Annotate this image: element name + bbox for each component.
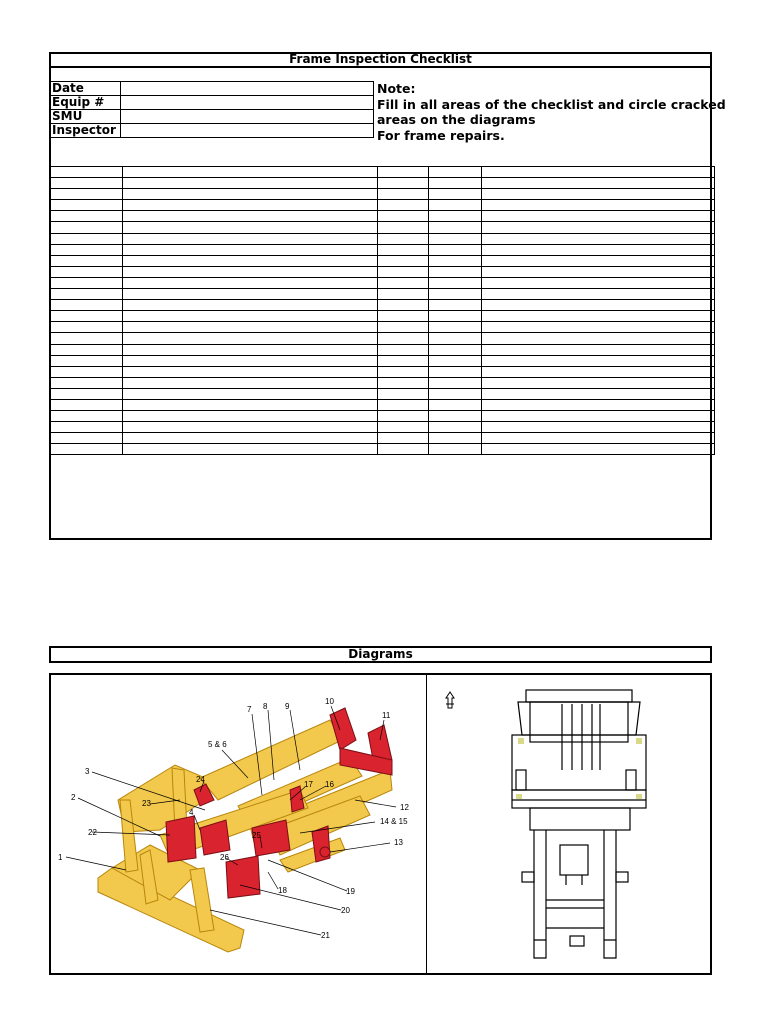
checklist-cell[interactable] [50, 355, 123, 366]
checklist-cell[interactable] [123, 444, 378, 455]
checklist-row [50, 189, 715, 200]
checklist-cell[interactable] [378, 377, 429, 388]
checklist-cell[interactable] [50, 411, 123, 422]
checklist-cell[interactable] [378, 200, 429, 211]
checklist-row [50, 444, 715, 455]
checklist-row [50, 277, 715, 288]
checklist-cell[interactable] [50, 167, 123, 178]
checklist-cell[interactable] [50, 444, 123, 455]
checklist-cell[interactable] [50, 200, 123, 211]
checklist-cell[interactable] [50, 289, 123, 300]
checklist-cell[interactable] [482, 333, 715, 344]
field-label: Inspector [50, 124, 121, 138]
checklist-cell[interactable] [50, 311, 123, 322]
checklist-cell[interactable] [378, 322, 429, 333]
callout-label: 20 [341, 906, 350, 915]
info-fields-table [49, 81, 374, 138]
checklist-row [50, 433, 715, 444]
checklist-cell[interactable] [482, 255, 715, 266]
inspector-field[interactable] [121, 124, 374, 138]
checklist-cell[interactable] [482, 277, 715, 288]
checklist-cell[interactable] [378, 355, 429, 366]
callout-label: 14 & 15 [380, 817, 408, 826]
checklist-row [50, 344, 715, 355]
callout-label: 23 [142, 799, 151, 808]
checklist-cell[interactable] [123, 344, 378, 355]
callout-label: 11 [382, 711, 391, 720]
note-block [377, 81, 726, 143]
checklist-row [50, 399, 715, 410]
field-smu [50, 110, 374, 124]
checklist-cell[interactable] [50, 366, 123, 377]
checklist-cell[interactable] [378, 311, 429, 322]
checklist-cell[interactable] [378, 189, 429, 200]
frame-isometric-illustration [52, 676, 424, 972]
checklist-cell[interactable] [123, 255, 378, 266]
checklist-cell[interactable] [429, 333, 482, 344]
checklist-cell[interactable] [482, 189, 715, 200]
checklist-row [50, 222, 715, 233]
checklist-cell[interactable] [482, 344, 715, 355]
checklist-cell[interactable] [123, 322, 378, 333]
checklist-cell[interactable] [50, 178, 123, 189]
checklist-cell[interactable] [378, 433, 429, 444]
checklist-cell[interactable] [482, 167, 715, 178]
checklist-row [50, 167, 715, 178]
checklist-cell[interactable] [123, 311, 378, 322]
frame-top-view-outline [512, 690, 646, 958]
field-inspector [50, 124, 374, 138]
note-line: Fill in all areas of the checklist and circle cracked [377, 96, 726, 112]
checklist-cell[interactable] [123, 399, 378, 410]
diagrams-divider [426, 673, 427, 975]
checklist-cell[interactable] [482, 355, 715, 366]
checklist-cell[interactable] [378, 388, 429, 399]
checklist-cell[interactable] [50, 189, 123, 200]
checklist-cell[interactable] [429, 244, 482, 255]
checklist-row [50, 355, 715, 366]
note-heading: Note: [377, 81, 416, 96]
smu-field[interactable] [121, 110, 374, 124]
checklist-cell[interactable] [123, 333, 378, 344]
checklist-cell[interactable] [429, 422, 482, 433]
checklist-cell[interactable] [482, 222, 715, 233]
checklist-row [50, 178, 715, 189]
checklist-cell[interactable] [482, 366, 715, 377]
callout-label: 17 [304, 780, 313, 789]
callout-label: 24 [196, 775, 205, 784]
checklist-row [50, 333, 715, 344]
checklist-row [50, 366, 715, 377]
north-arrow-icon [446, 692, 454, 708]
checklist-cell[interactable] [123, 277, 378, 288]
checklist-cell[interactable] [50, 433, 123, 444]
checklist-cell[interactable] [123, 244, 378, 255]
checklist-row [50, 388, 715, 399]
callout-label: 19 [346, 887, 355, 896]
checklist-row [50, 233, 715, 244]
checklist-cell[interactable] [378, 222, 429, 233]
checklist-cell[interactable] [123, 266, 378, 277]
checklist-cell[interactable] [123, 222, 378, 233]
field-label: SMU [50, 110, 121, 124]
note-line: For frame repairs. [377, 127, 505, 143]
checklist-row [50, 211, 715, 222]
checklist-cell[interactable] [482, 244, 715, 255]
field-label: Equip # [50, 96, 121, 110]
checklist-cell[interactable] [429, 178, 482, 189]
checklist-cell[interactable] [429, 300, 482, 311]
checklist-cell[interactable] [378, 411, 429, 422]
callout-label: 22 [88, 828, 97, 837]
callout-label: 2 [71, 793, 76, 802]
checklist-cell[interactable] [482, 377, 715, 388]
checklist-cell[interactable] [123, 233, 378, 244]
callout-label: 18 [278, 886, 287, 895]
checklist-cell[interactable] [123, 289, 378, 300]
checklist-row [50, 300, 715, 311]
equip-field[interactable] [121, 96, 374, 110]
checklist-cell[interactable] [50, 222, 123, 233]
checklist-cell[interactable] [429, 233, 482, 244]
callout-label: 13 [394, 838, 403, 847]
checklist-cell[interactable] [123, 366, 378, 377]
checklist-cell[interactable] [123, 178, 378, 189]
callout-label: 1 [58, 853, 63, 862]
checklist-cell[interactable] [50, 333, 123, 344]
callout-label: 4 [189, 808, 194, 817]
callout-label: 9 [285, 702, 290, 711]
checklist-row [50, 244, 715, 255]
checklist-cell[interactable] [123, 200, 378, 211]
checklist-title: Frame Inspection Checklist [289, 52, 472, 66]
callout-label: 21 [321, 931, 330, 940]
checklist-cell[interactable] [123, 300, 378, 311]
checklist-cell[interactable] [429, 433, 482, 444]
checklist-cell[interactable] [50, 266, 123, 277]
checklist-cell[interactable] [482, 399, 715, 410]
checklist-cell[interactable] [482, 311, 715, 322]
checklist-cell[interactable] [123, 167, 378, 178]
checklist-cell[interactable] [429, 322, 482, 333]
checklist-cell[interactable] [482, 433, 715, 444]
field-equip [50, 96, 374, 110]
checklist-cell[interactable] [50, 377, 123, 388]
checklist-row [50, 311, 715, 322]
checklist-cell[interactable] [123, 422, 378, 433]
checklist-cell[interactable] [378, 255, 429, 266]
callout-label: 5 & 6 [208, 740, 227, 749]
checklist-cell[interactable] [378, 366, 429, 377]
callout-label: 7 [247, 705, 252, 714]
checklist-cell[interactable] [123, 355, 378, 366]
checklist-cell[interactable] [429, 411, 482, 422]
checklist-cell[interactable] [429, 189, 482, 200]
checklist-row [50, 255, 715, 266]
note-line: areas on the diagrams [377, 112, 536, 127]
checklist-cell[interactable] [482, 233, 715, 244]
checklist-row [50, 289, 715, 300]
checklist-cell[interactable] [429, 266, 482, 277]
checklist-cell[interactable] [429, 222, 482, 233]
checklist-cell[interactable] [378, 422, 429, 433]
checklist-cell[interactable] [429, 277, 482, 288]
checklist-cell[interactable] [50, 344, 123, 355]
callout-label: 8 [263, 702, 268, 711]
checklist-cell[interactable] [429, 399, 482, 410]
checklist-cell[interactable] [482, 422, 715, 433]
checklist-cell[interactable] [123, 388, 378, 399]
checklist-cell[interactable] [378, 211, 429, 222]
checklist-title-bar [49, 66, 712, 68]
checklist-cell[interactable] [482, 200, 715, 211]
checklist-cell[interactable] [378, 344, 429, 355]
checklist-cell[interactable] [378, 178, 429, 189]
checklist-cell[interactable] [482, 211, 715, 222]
checklist-cell[interactable] [429, 311, 482, 322]
checklist-cell[interactable] [482, 322, 715, 333]
checklist-cell[interactable] [50, 399, 123, 410]
checklist-cell[interactable] [50, 277, 123, 288]
checklist-cell[interactable] [378, 333, 429, 344]
checklist-cell[interactable] [429, 255, 482, 266]
diagrams-title: Diagrams [348, 647, 413, 661]
date-field[interactable] [121, 82, 374, 96]
checklist-cell[interactable] [429, 200, 482, 211]
checklist-cell[interactable] [378, 289, 429, 300]
checklist-row [50, 411, 715, 422]
checklist-cell[interactable] [482, 178, 715, 189]
callout-label: 16 [325, 780, 334, 789]
checklist-cell[interactable] [378, 300, 429, 311]
checklist-cell[interactable] [50, 211, 123, 222]
checklist-cell[interactable] [50, 388, 123, 399]
checklist-cell[interactable] [123, 411, 378, 422]
checklist-cell[interactable] [378, 444, 429, 455]
checklist-cell[interactable] [429, 344, 482, 355]
checklist-cell[interactable] [378, 233, 429, 244]
checklist-cell[interactable] [482, 388, 715, 399]
field-label: Date [50, 82, 121, 96]
checklist-cell[interactable] [378, 277, 429, 288]
checklist-row [50, 200, 715, 211]
checklist-cell[interactable] [378, 399, 429, 410]
checklist-cell[interactable] [123, 433, 378, 444]
callout-label: 25 [252, 831, 261, 840]
checklist-cell[interactable] [429, 366, 482, 377]
checklist-cell[interactable] [482, 300, 715, 311]
checklist-cell[interactable] [378, 244, 429, 255]
checklist-cell[interactable] [429, 211, 482, 222]
checklist-cell[interactable] [50, 422, 123, 433]
checklist-cell[interactable] [482, 289, 715, 300]
checklist-row [50, 266, 715, 277]
checklist-row [50, 422, 715, 433]
checklist-cell[interactable] [482, 411, 715, 422]
checklist-row [50, 322, 715, 333]
checklist-cell[interactable] [123, 189, 378, 200]
checklist-cell[interactable] [429, 355, 482, 366]
callout-label: 26 [220, 853, 229, 862]
callout-label: 12 [400, 803, 409, 812]
field-date [50, 82, 374, 96]
checklist-cell[interactable] [50, 322, 123, 333]
checklist-cell[interactable] [378, 167, 429, 178]
callout-label: 10 [325, 697, 334, 706]
checklist-cell[interactable] [429, 444, 482, 455]
checklist-cell[interactable] [50, 255, 123, 266]
checklist-cell[interactable] [482, 266, 715, 277]
checklist-grid [49, 166, 715, 455]
checklist-cell[interactable] [50, 244, 123, 255]
checklist-cell[interactable] [50, 233, 123, 244]
checklist-cell[interactable] [429, 388, 482, 399]
checklist-cell[interactable] [429, 377, 482, 388]
checklist-row [50, 377, 715, 388]
checklist-cell[interactable] [429, 289, 482, 300]
checklist-cell[interactable] [482, 444, 715, 455]
frame-top-view-illustration [428, 676, 710, 972]
callout-label: 3 [85, 767, 90, 776]
checklist-cell[interactable] [429, 167, 482, 178]
checklist-cell[interactable] [123, 211, 378, 222]
checklist-cell[interactable] [378, 266, 429, 277]
checklist-cell[interactable] [123, 377, 378, 388]
checklist-cell[interactable] [50, 300, 123, 311]
